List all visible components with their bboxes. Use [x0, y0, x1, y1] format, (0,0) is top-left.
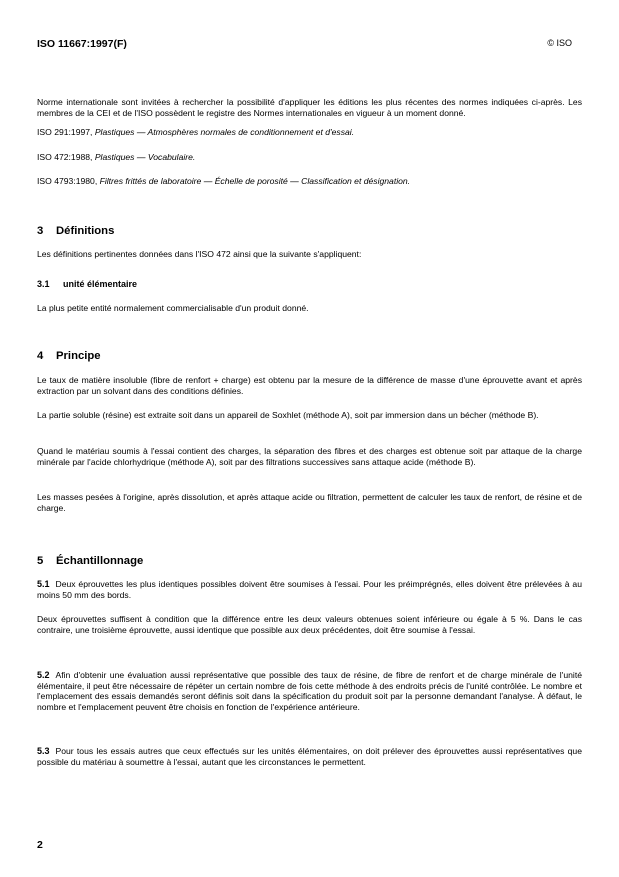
section-title: Principe	[56, 350, 101, 362]
clause-number: 5.1	[37, 579, 50, 589]
clause-5-3	[37, 746, 582, 767]
reference-title: Plastiques — Atmosphères normales de conditionnement et d'essai.	[94, 127, 355, 137]
intro-paragraph	[37, 97, 582, 118]
section-4-paragraph-1	[37, 375, 582, 396]
paragraph: La partie soluble (résine) est extraite soit dans un appareil de Soxhlet (méthode A), soit par immersion dans un bécher (méthode B).	[37, 410, 539, 420]
section-title: Échantillonnage	[56, 555, 144, 567]
clause-number: 5.3	[37, 746, 50, 756]
clause-number: 5.2	[37, 670, 50, 680]
reference-code: ISO 291:1997,	[37, 127, 95, 137]
subsection-number: 3.1	[37, 279, 50, 289]
section-number: 3	[37, 225, 44, 237]
clause-text: Pour tous les essais autres que ceux effectués sur les unités élémentaires, on doit prélever des éprouvettes aussi représentatives que possible du matériau à soumettre à l'essai, autant que les circonstances le permettent.	[37, 746, 582, 767]
clause-5-1	[37, 579, 582, 600]
section-4-heading	[37, 350, 101, 362]
section-5-heading	[37, 555, 143, 567]
paragraph: Quand le matériau soumis à l'essai contient des charges, la séparation des fibres et des charges est obtenue soit par attaque de la charge minérale par l'acide chlorhydrique (méthode A), soit par des filtrations successives sans attaque acide (méthode B).	[37, 446, 582, 467]
reference-code: ISO 472:1988,	[37, 152, 95, 162]
paragraph: La plus petite entité normalement commercialisable d'un produit donné.	[37, 303, 309, 313]
section-title: Définitions	[56, 225, 115, 237]
paragraph: Les masses pesées à l'origine, après dissolution, et après attaque acide ou filtration, permettent de calculer les taux de renfort, de résine et de charge.	[37, 492, 582, 513]
section-4-paragraph-4	[37, 492, 582, 513]
subsection-3-1-text	[37, 303, 582, 314]
section-4-paragraph-2	[37, 410, 582, 421]
clause-text: Deux éprouvettes les plus identiques possibles doivent être soumises à l'essai. Pour les préimprégnés, elles doivent être prélevées à au moins 50 mm des bords.	[37, 579, 582, 600]
page-number: 2	[37, 839, 43, 851]
document-id: ISO 11667:1997(F)	[37, 38, 127, 50]
reference-iso-291	[37, 127, 582, 138]
subsection-title: unité élémentaire	[63, 279, 138, 289]
section-4-paragraph-3	[37, 446, 582, 467]
section-number: 4	[37, 350, 44, 362]
subsection-3-1-heading	[37, 279, 137, 289]
clause-text: Afin d'obtenir une évaluation aussi représentative que possible des taux de résine, de fibre de renfort et de charge minérale de l'unité élémentaire, il peut être nécessaire de répéter un certain nombre de fois cette méthode à des endroits précis de l'unité contrôlée. Le nombre et l'emplacement des essais demandés seront définis soit dans la spécification du produit soit par la personne demandant l'analyse. À défaut, le nombre et l'emplacement peuvent être choisis en fonction de l'expérience antérieure.	[37, 670, 582, 712]
paragraph: Les définitions pertinentes données dans l'ISO 472 ainsi que la suivante s'appliquent:	[37, 249, 362, 259]
reference-iso-472	[37, 152, 582, 163]
section-3-heading	[37, 225, 114, 237]
paragraph: Deux éprouvettes suffisent à condition que la différence entre les deux valeurs obtenues soient inférieure ou égale à 5 %. Dans le cas contraire, une troisième éprouvette, aussi identique que possible aux deux précédentes, doit être soumise à l'essai.	[37, 614, 582, 635]
clause-5-2	[37, 670, 582, 712]
paragraph: Le taux de matière insoluble (fibre de renfort + charge) est obtenu par la mesure de la différence de masse d'une éprouvette avant et après extraction par un solvant dans des conditions définies.	[37, 375, 582, 396]
reference-code: ISO 4793:1980,	[37, 176, 100, 186]
section-3-text	[37, 249, 582, 260]
reference-title: Filtres frittés de laboratoire — Échelle de porosité — Classification et désignation.	[99, 176, 411, 186]
section-number: 5	[37, 555, 44, 567]
clause-5-1-continuation	[37, 614, 582, 635]
reference-title: Plastiques — Vocabulaire.	[94, 152, 196, 162]
intro-text: Norme internationale sont invitées à rechercher la possibilité d'appliquer les éditions les plus récentes des normes indiquées ci-après. Les membres de la CEI et de l'ISO possèdent le registre des Normes internationales en vigueur à un moment donné.	[37, 97, 582, 118]
copyright-notice: © ISO	[547, 38, 572, 48]
reference-iso-4793	[37, 176, 582, 187]
